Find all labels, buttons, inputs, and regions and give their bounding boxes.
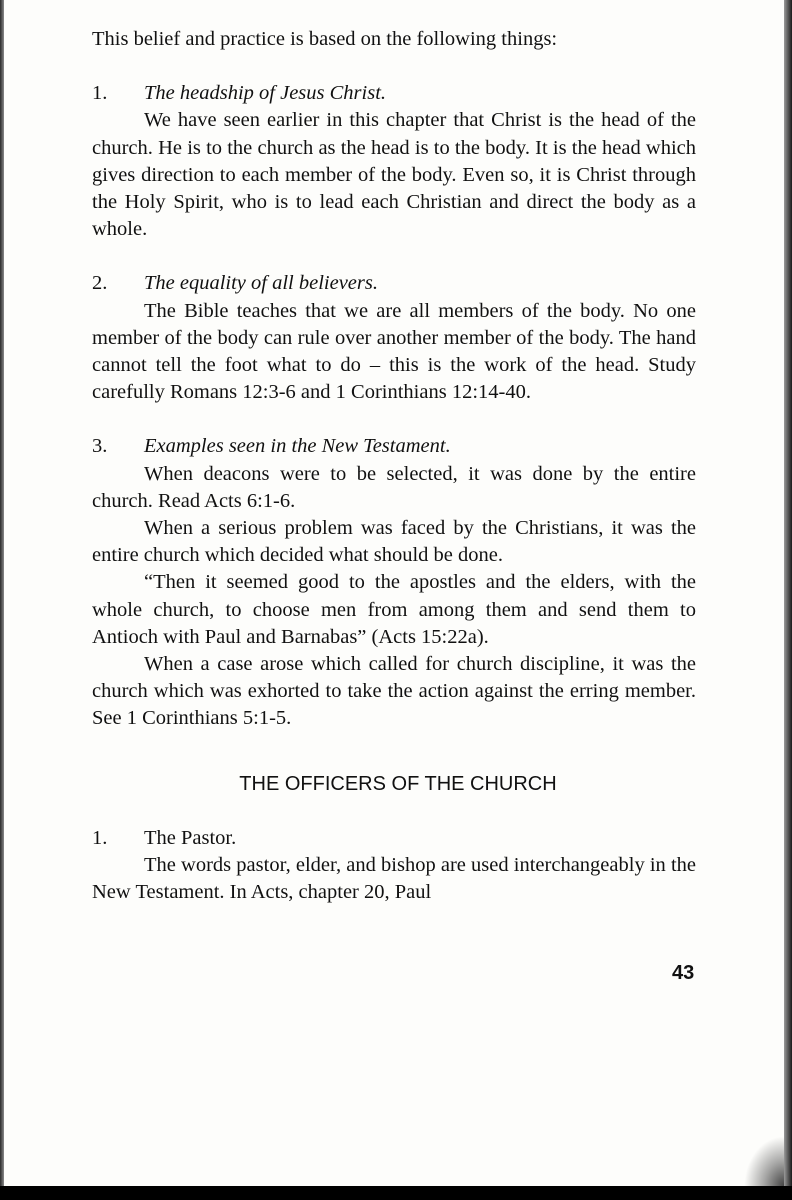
section-heading: THE OFFICERS OF THE CHURCH <box>239 772 557 795</box>
point-1-paragraph: We have seen earlier in this chapter that Christ is the head of the church. He is to the church as the head is to the body. It is the head which gives direction to each member of the body. Even so, it is Christ through the Holy Spirit, who is to lead each Christian and direct the body as a whole. <box>92 109 696 241</box>
point-1-title: The headship of Jesus Christ. <box>144 82 387 105</box>
page-corner-curl <box>744 1136 784 1186</box>
intro-line: This belief and practice is based on the following things: <box>92 28 558 50</box>
point-3-paragraph-discipline: When a case arose which called for church discipline, it was the church which was exhorted to take the action against the erring member. See 1 Corinthians 5:1-5. <box>92 653 696 730</box>
page-number: 43 <box>672 962 695 984</box>
point-3-number: 3. <box>92 435 108 458</box>
page-right-edge-shadow <box>784 0 792 1186</box>
point-3-paragraph-quote: “Then it seemed good to the apostles and the elders, with the whole church, to choose men from among them and send them to Antioch with Paul and Barnabas” (Acts 15:22a). <box>92 571 696 648</box>
point-3-paragraph-deacons: When deacons were to be selected, it was done by the entire church. Read Acts 6:1-6. <box>92 462 696 512</box>
point-2-number: 2. <box>92 272 108 295</box>
point-3-heading <box>92 433 696 460</box>
point-1-number: 1. <box>92 82 108 105</box>
point-2-heading <box>92 270 696 297</box>
page-bottom-edge-shadow <box>0 1186 792 1200</box>
officer-1-heading <box>92 825 696 852</box>
point-2-paragraph: The Bible teaches that we are all members of the body. No one member of the body can rule over another member of the body. The hand cannot tell the foot what to do – this is the work of the head. Study carefully Romans 12:3-6 and 1 Corinthians 12:14-40. <box>92 299 696 404</box>
officer-1-title: The Pastor. <box>144 826 237 849</box>
point-3-title: Examples seen in the New Testament. <box>144 435 451 458</box>
point-1-heading <box>92 80 696 107</box>
page-left-edge-shadow <box>0 0 4 1186</box>
page-body <box>92 26 696 906</box>
point-2-title: The equality of all believers. <box>144 272 378 295</box>
point-3-paragraph-problem: When a serious problem was faced by the Christians, it was the entire church which decided what should be done. <box>92 517 696 567</box>
officer-1-number: 1. <box>92 826 108 849</box>
officer-1-paragraph: The words pastor, elder, and bishop are used interchangeably in the New Testament. In Acts, chapter 20, Paul <box>92 854 696 904</box>
